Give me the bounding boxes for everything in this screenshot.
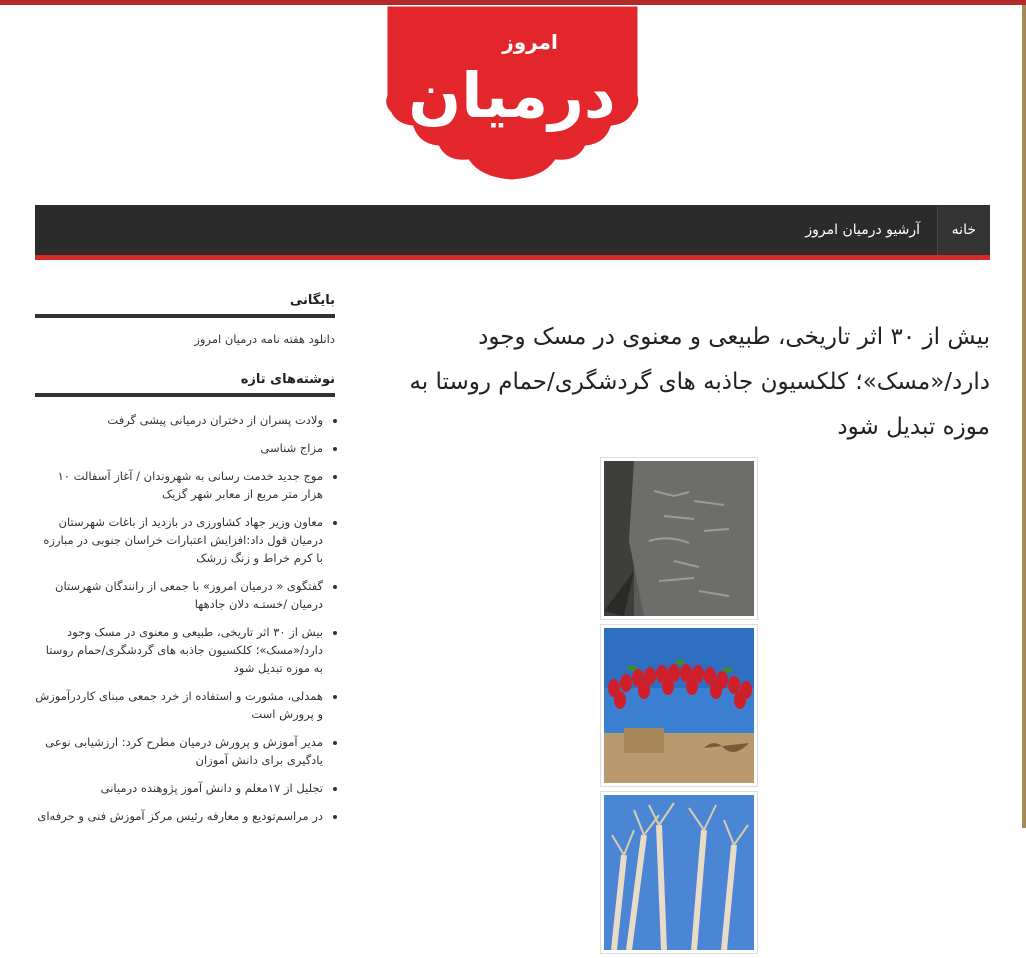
archive-download-link[interactable]: دانلود هفته نامه درمیان امروز <box>194 332 335 346</box>
recent-post-link[interactable]: • معاون وزیر جهاد کشاورزی در بازدید از باغات شهرستان درمیان قول داد:افزایش اعتبارات خراسان جنوبی در مبارزه با کرم خراط و زنگ زرشک <box>35 513 323 567</box>
recent-post-link[interactable]: • مدیر آموزش و پرورش درمیان مطرح کرد: ارزشیابی نوعی یادگیری برای دانش آموزان <box>35 733 323 769</box>
nav-archive[interactable]: آرشیو درمیان امروز <box>805 222 920 238</box>
recent-posts-list <box>35 411 335 825</box>
main-navigation <box>35 205 990 260</box>
recent-post-link[interactable]: • در مراسم‌تودیع و معارفه رئیس مرکز آموزش فنی و حرفه‌ای <box>35 807 323 825</box>
logo-sub-text: امروز <box>502 30 558 54</box>
recent-post-link[interactable]: • موج جدید خدمت رسانی به شهروندان / آغاز آسفالت ۱۰ هزار متر مربع از معابر شهر گزیک <box>35 467 323 503</box>
recent-post-link[interactable]: • ولادت پسران از دختران درمیانی پیشی گرفت <box>35 411 323 429</box>
recent-post-link[interactable]: • بیش از ۳۰ اثر تاریخی، طبیعی و معنوی در مسک وجود دارد/«مسک»؛ کلکسیون جاذبه های گردشگری/حمام روستا به موزه تبدیل شود <box>35 623 323 677</box>
site-logo[interactable] <box>380 5 645 183</box>
recent-posts-widget <box>35 372 335 825</box>
recent-post-link[interactable]: • مزاج شناسی <box>35 439 323 457</box>
gallery-image-barberry[interactable] <box>600 624 758 787</box>
nav-home[interactable]: خانه <box>937 205 990 255</box>
logo-main-text: درمیان <box>408 59 616 132</box>
window-frame-edge <box>1022 5 1026 828</box>
archive-widget <box>35 293 335 346</box>
recent-post-link[interactable]: • همدلی، مشورت و استفاده از خرد جمعی مبنای کاردرآموزش و پرورش است <box>35 687 323 723</box>
main-content <box>390 315 990 450</box>
recent-posts-title: نوشته‌های تازه <box>35 372 335 397</box>
logo-badge-icon <box>380 5 645 183</box>
gallery-image-rock-inscription[interactable] <box>600 457 758 620</box>
article-title[interactable]: بیش از ۳۰ اثر تاریخی، طبیعی و معنوی در مسک وجود دارد/«مسک»؛ کلکسیون جاذبه های گردشگری/حمام روستا به موزه تبدیل شود <box>409 324 990 440</box>
recent-post-link[interactable]: • گفتگوی « درمیان امروز» با جمعی از رانندگان شهرستان درمیان /خستـه دلان جادهها <box>35 577 323 613</box>
sidebar <box>35 293 335 851</box>
gallery-image-trees[interactable] <box>600 791 758 954</box>
article-gallery <box>600 457 760 958</box>
recent-post-link[interactable]: • تجلیل از ۱۷معلم و دانش آموز پژوهنده درمیانی <box>35 779 323 797</box>
archive-widget-title: بایگانی <box>35 293 335 318</box>
